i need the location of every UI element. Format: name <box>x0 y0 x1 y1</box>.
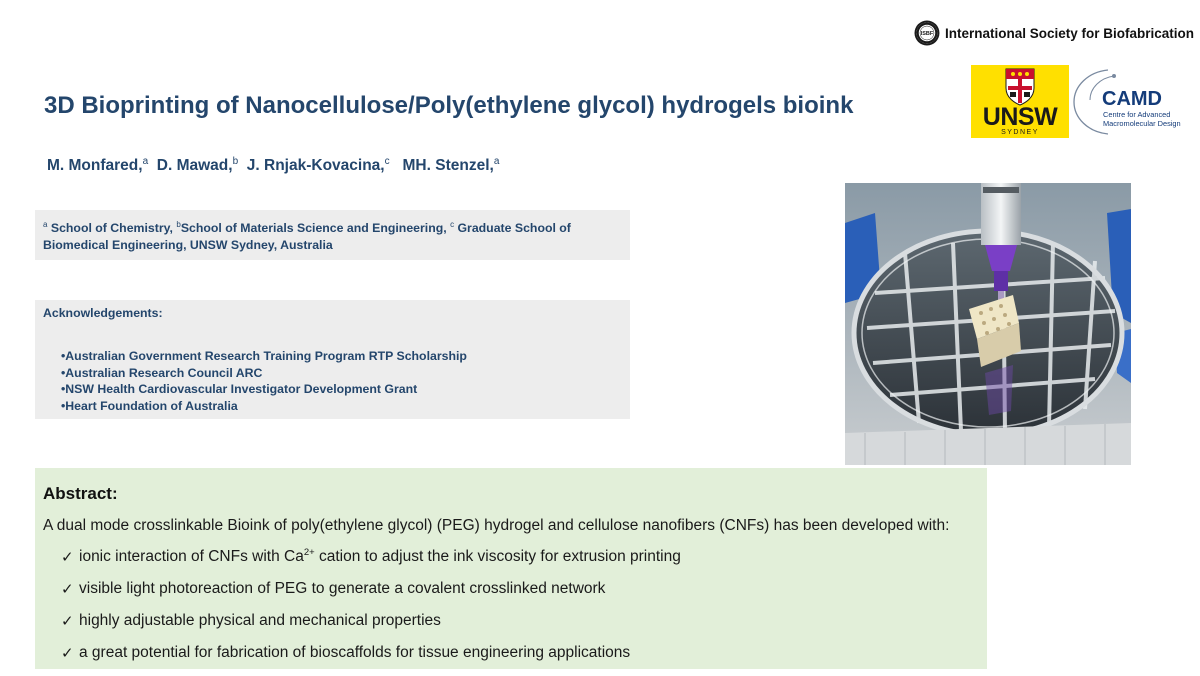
acknowledgements-title: Acknowledgements: <box>43 306 163 320</box>
camd-logo <box>1070 66 1194 136</box>
abstract-list <box>61 548 681 676</box>
isbf-name: International Society for Biofabrication <box>944 25 1194 41</box>
affil-sup: c <box>450 219 455 229</box>
affil-a: School of Chemistry, <box>50 221 173 235</box>
list-item <box>61 580 681 612</box>
affil-c: Graduate School of Biomedical Engineering, UNSW Sydney, Australia <box>43 221 571 252</box>
abstract-item-text: visible light photoreaction of PEG to generate a covalent crosslinked network <box>79 580 606 597</box>
affil-sup: a <box>43 219 48 229</box>
isbf-seal-icon <box>914 7 940 59</box>
camd-subtitle-line1: Centre for Advanced <box>1103 110 1171 119</box>
author-name: MH. Stenzel, <box>402 157 494 174</box>
list-item: •Australian Research Council ARC <box>61 365 263 380</box>
check-icon: ✓ <box>61 549 74 566</box>
unsw-logo <box>971 65 1069 138</box>
abstract-item-text <box>79 548 681 566</box>
abstract-item-text-part: cation to adjust the ink viscosity for extrusion printing <box>314 548 681 565</box>
bioprinting-photo <box>845 183 1131 465</box>
affil-b: School of Materials Science and Engineering, <box>180 221 447 235</box>
author-name: J. Rnjak-Kovacina, <box>246 157 385 174</box>
list-item: •Heart Foundation of Australia <box>61 398 238 413</box>
list-item: •Australian Government Research Training Program RTP Scholarship <box>61 349 467 363</box>
abstract-intro: A dual mode crosslinkable Bioink of poly(ethylene glycol) (PEG) hydrogel and cellulose nanofibers (CNFs) has been developed with: <box>43 517 950 534</box>
charge-sup: 2+ <box>303 546 315 558</box>
unsw-wordmark: UNSW <box>982 103 1058 131</box>
list-item <box>61 612 681 644</box>
author-affil-sup: a <box>142 155 149 167</box>
author-name: M. Monfared, <box>47 157 143 174</box>
author-affil-sup: c <box>384 155 390 167</box>
abstract-item-text: a great potential for fabrication of bioscaffolds for tissue engineering applications <box>79 644 631 661</box>
check-icon: ✓ <box>61 613 74 630</box>
isbf-seal-text: ISBF <box>920 31 934 38</box>
poster-title: 3D Bioprinting of Nanocellulose/Poly(ethylene glycol) hydrogels bioink <box>44 92 854 119</box>
author-name: D. Mawad, <box>156 157 233 174</box>
acknowledgements-list <box>61 348 467 414</box>
list-item <box>61 644 681 676</box>
affiliations-text <box>43 220 628 254</box>
camd-wordmark: CAMD <box>1102 88 1162 110</box>
camd-subtitle-line2: Macromolecular Design <box>1103 119 1181 128</box>
check-icon: ✓ <box>61 581 74 598</box>
abstract-title: Abstract: <box>43 484 118 503</box>
abstract-box <box>35 468 987 669</box>
acknowledgements-box <box>35 300 630 419</box>
list-item: •NSW Health Cardiovascular Investigator Development Grant <box>61 382 418 397</box>
unsw-crest-icon <box>1005 68 1035 106</box>
check-icon: ✓ <box>61 645 74 662</box>
affiliations-box <box>35 210 630 260</box>
list-item <box>61 548 681 580</box>
isbf-logo <box>914 6 1194 60</box>
abstract-item-text: highly adjustable physical and mechanical properties <box>79 612 441 629</box>
author-affil-sup: a <box>493 155 500 167</box>
unsw-subtitle: SYDNEY <box>1001 129 1039 136</box>
affil-sup: b <box>176 219 181 229</box>
author-affil-sup: b <box>232 155 239 167</box>
abstract-item-text-part: ionic interaction of CNFs with Ca <box>79 548 304 565</box>
author-list <box>47 157 499 175</box>
